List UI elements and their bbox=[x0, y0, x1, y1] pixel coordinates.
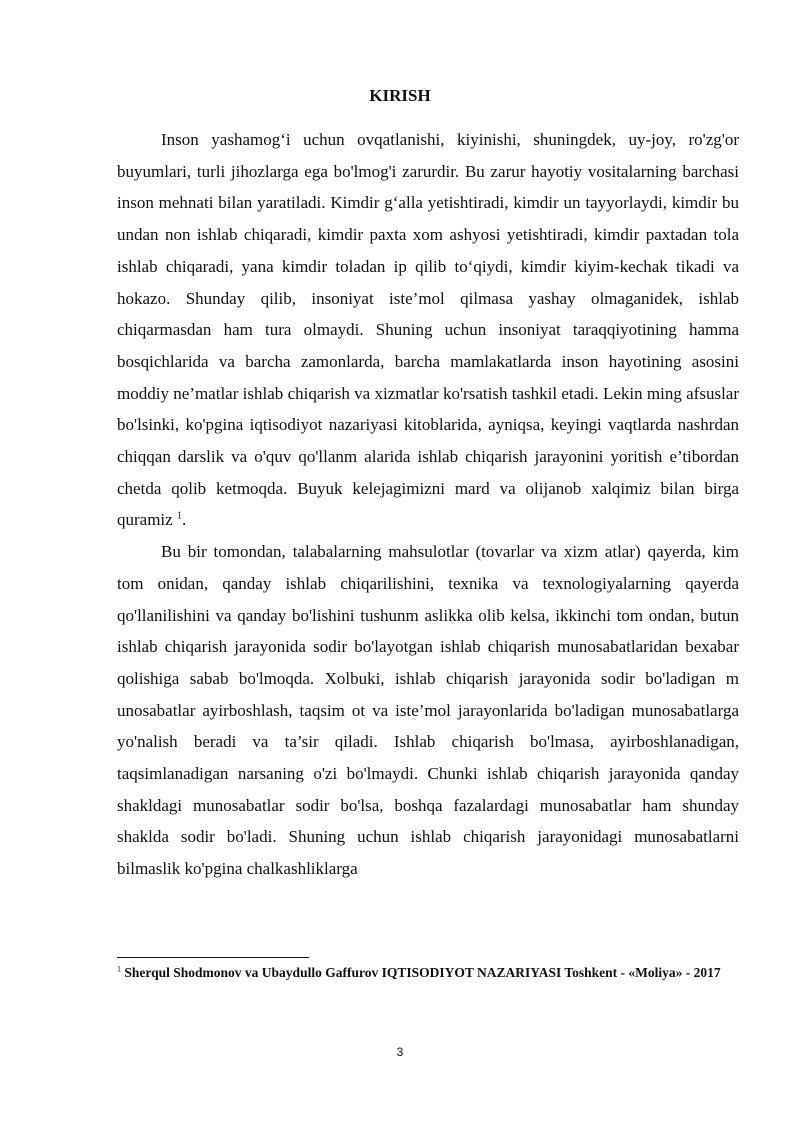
footnote bbox=[117, 964, 745, 982]
paragraph-2: Bu bir tomondan, talabalarning mahsulotlar (tovarlar va xizm atlar) qayerda, kim tom onidan, qanday ishlab chiqarilishini, texnika va texnologiyalarning qayerda qo'llanilishini va qanday bo'lishini tushunm aslikka olib kelsa, ikkinchi tom ondan, butun ishlab chiqarish jarayonida sodir bo'layotgan ishlab chiqarish munosabatlaridan bexabar qolishiga sabab bo'lmoqda. Xolbuki, ishlab chiqarish jarayonida sodir bo'ladigan m unosabatlar ayirboshlash, taqsim ot va iste’mol jarayonlarida bo'ladigan munosabatlarga yo'nalish beradi va ta’sir qiladi. Ishlab chiqarish bo'lmasa, ayirboshlanadigan, taqsimlanadigan narsaning o'zi bo'lmaydi. Chunki ishlab chiqarish jarayonida qanday shakldagi munosabatlar sodir bo'lsa, boshqa fazalardagi munosabatlar ham shunday shaklda sodir bo'ladi. Shuning uchun ishlab chiqarish jarayonidagi munosabatlarni bilmaslik ko'pgina chalkashliklarga bbox=[117, 542, 739, 879]
paragraph-1 bbox=[117, 124, 739, 536]
page-title: KIRISH bbox=[369, 86, 431, 105]
page-number: 3 bbox=[396, 1045, 404, 1059]
paragraph-1-text: Inson yashamog‘i uchun ovqatlanishi, kiyinishi, shuningdek, uy-joy, ro'zg'or buyumlari, turli jihozlarga ega bo'lmog'i zarurdir. Bu zarur hayotiy vositalarning barchasi inson mehnati bilan yaratiladi. Kimdir g‘alla yetishtiradi, kimdir un tayyorlaydi, kimdir bu undan non ishlab chiqaradi, kimdir paxta xom ashyosi yetishtiradi, kimdir paxtadan tola ishlab chiqaradi, yana kimdir toladan ip qilib to‘qiydi, kimdir kiyim-kechak tikadi va hokazo. Shunday qilib, insoniyat iste’mol qilmasa yashay olmaganidek, ishlab chiqarmasdan ham tura olmaydi. Shuning uchun insoniyat taraqqiyotining hamma bosqichlarida va barcha zamonlarda, barcha mamlakatlarda inson hayotining asosini moddiy ne’matlar ishlab chiqarish va xizmatlar ko'rsatish tashkil etadi. Lekin ming afsuslar bo'lsinki, ko'pgina iqtisodiyot nazariyasi kitoblarida, ayniqsa, keyingi vaqtlarda nashrdan chiqqan darslik va o'quv qo'llanm alarida ishlab chiqarish jarayonini yoritish e’tibordan chetda qolib ketmoqda. Buyuk kelejagimizni mard va olijanob xalqimiz bilan birga quramiz bbox=[117, 130, 739, 530]
footnote-divider bbox=[117, 957, 309, 958]
footnote-reference: 1 bbox=[176, 510, 182, 522]
footnote-text: Sherqul Shodmonov va Ubaydullo Gaffurov IQTISODIYOT NAZARIYASI Toshkent - «Moliya» - 2017 bbox=[124, 965, 721, 980]
footnote-marker: 1 bbox=[117, 964, 121, 974]
paragraph-1-end: . bbox=[181, 510, 187, 530]
body-text bbox=[117, 124, 739, 885]
